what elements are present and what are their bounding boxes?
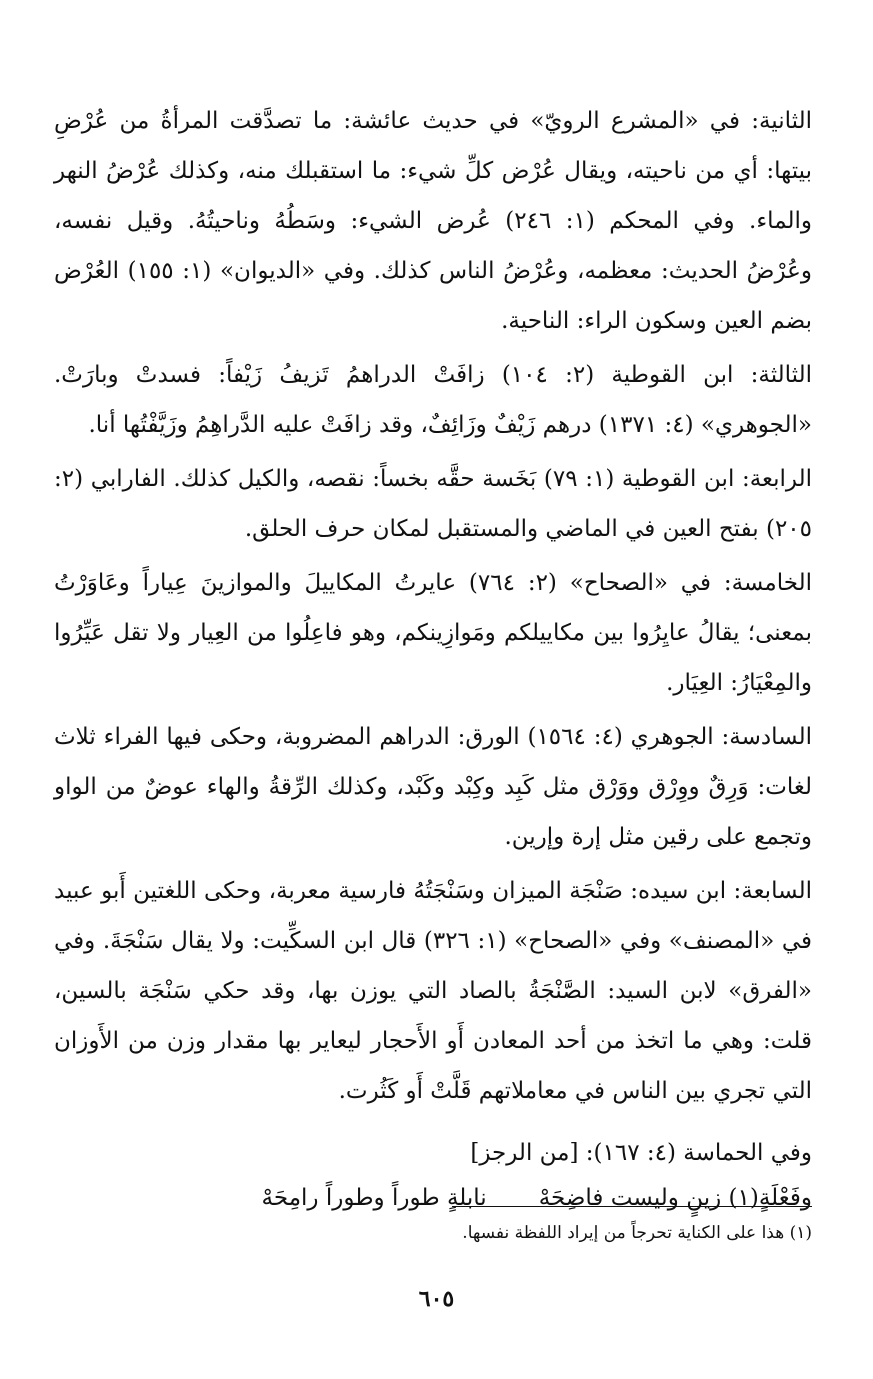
page-body: [54, 96, 812, 1218]
paragraph-third: الثالثة: ابن القوطية (٢: ١٠٤) زافَتْ الدراهمُ تَزيفُ زَيْفاً: فسدتْ وبارَتْ. «الجوهري» (٤: ١٣٧١) درهم زَيْفٌ وزَائِفٌ، وقد زافَتْ عليه الدَّراهِمُ وزَيَّفْتُها أنا.: [54, 362, 812, 438]
paragraph-second: الثانية: في «المشرع الرويّ» في حديث عائشة: ما تصدَّقت المرأةُ من عُرْضِ بيتها: أي من ناحيته، ويقال عُرْض كلِّ شيء: ما استقبلك منه، وكذلك عُرْضُ النهر والماء. وفي المحكم (١: ٢٤٦) عُرض الشيء: وسَطُهُ وناحيتُهُ. وقيل نفسه، وعُرْضُ الحديث: معظمه، وعُرْضُ الناس كذلك. وفي «الديوان» (١: ١٥٥) العُرْض بضم العين وسكون الراء: الناحية.: [54, 108, 812, 334]
footnote-divider: [452, 1206, 812, 1207]
verse-second-hemistich: نابلةٍ طوراً وطوراً رامِحَهْ: [261, 1185, 487, 1211]
page-number: ٦٠٥: [418, 1286, 455, 1312]
verse-first-hemistich: وفَعْلَةٍ(١) زينٍ وليست فاضِحَهْ: [538, 1185, 812, 1211]
paragraph-fourth: الرابعة: ابن القوطية (١: ٧٩) بَخَسة حقَّه بخساً: نقصه، والكيل كذلك. الفارابي (٢: ٢٠٥) بفتح العين في الماضي والمستقبل لمكان حرف الحلق.: [54, 466, 812, 542]
verse-intro: وفي الحماسة (٤: ١٦٧): [من الرجز]: [470, 1140, 812, 1166]
verse-line: [54, 1178, 812, 1218]
paragraph-sixth: السادسة: الجوهري (٤: ١٥٦٤) الورق: الدراهم المضروبة، وحكى فيها الفراء ثلاث لغات: وَرِقٌ ووِرْق ووَرْق مثل كَبِد وكِبْد وكَبْد، وكذلك الرِّقةُ والهاء عوضٌ من الواو وتجمع على رقين مثل إرة وإرين.: [54, 724, 813, 850]
paragraph-fifth: الخامسة: في «الصحاح» (٢: ٧٦٤) عايرتُ المكاييلَ والموازينَ عِياراً وعَاوَرْتُ بمعنى؛ يقالُ عايِرُوا بين مكاييلكم ومَوازِينكم، وهو فاعِلُوا من العِيار ولا تقل عَيِّرُوا والمِعْيَارُ: العِيَار.: [54, 570, 812, 696]
paragraph-seventh: السابعة: ابن سيده: صَنْجَة الميزان وسَنْجَتُهُ فارسية معربة، وحكى اللغتين أَبو عبيد في «المصنف» وفي «الصحاح» (١: ٣٢٦) قال ابن السكِّيت: ولا يقال سَنْجَةَ. وفي «الفرق» لابن السيد: الصَّنْجَةُ بالصاد التي يوزن بها، وقد حكي سَنْجَة بالسين، قلت: وهي ما اتخذ من أحد المعادن أَو الأَحجار ليعاير بها مقدار وزن من الأَوزان التي تجري بين الناس في معاملاتهم قَلَّتْ أَو كَثُرت.: [54, 878, 813, 1104]
footnote: (١) هذا على الكناية تحرجاً من إيراد اللفظة نفسها.: [462, 1223, 812, 1243]
